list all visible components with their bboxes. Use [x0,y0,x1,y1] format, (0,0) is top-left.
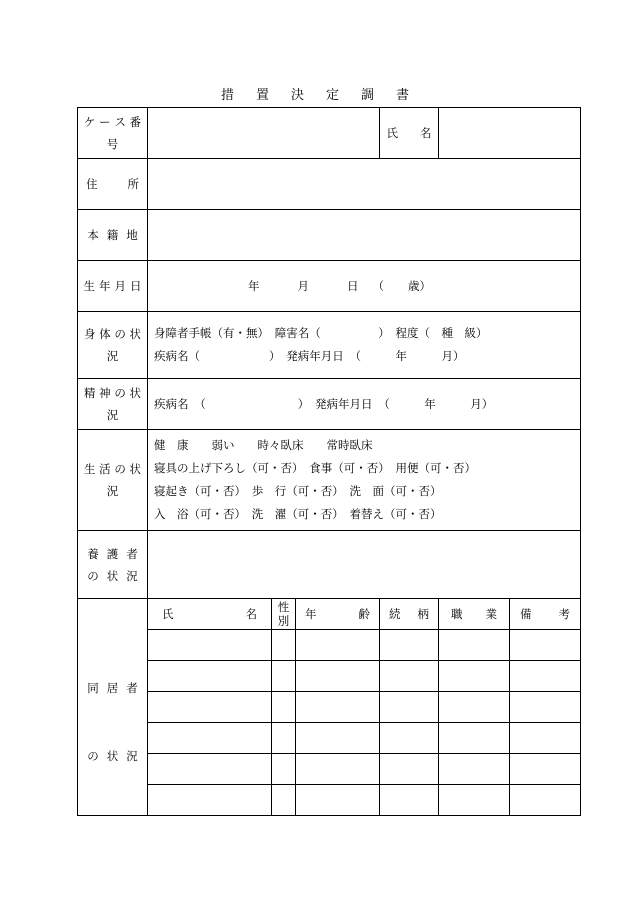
cell-name[interactable] [148,723,272,754]
cell-age[interactable] [296,661,380,692]
cell-remarks[interactable] [510,785,581,816]
row-caregiver [78,531,581,599]
header-age: 年 齢 [296,599,380,630]
cell-occupation[interactable] [439,692,510,723]
table-row [78,661,581,692]
table-row [78,692,581,723]
label-living: 生 活 の 状 況 [78,430,148,531]
document-title: 措 置 決 定 調 書 [220,88,410,103]
table-row [78,723,581,754]
cell-relation[interactable] [380,754,439,785]
cell-occupation[interactable] [439,785,510,816]
label-caregiver: 養 護 者 の 状 況 [78,531,148,599]
cell-age[interactable] [296,630,380,661]
cell-remarks[interactable] [510,754,581,785]
living-line-3: 寝起き（可・否） 歩 行（可・否） 洗 面（可・否） [154,484,442,498]
row-physical [78,312,581,379]
header-sex: 性 別 [272,599,296,630]
mental-field[interactable] [148,379,581,430]
cell-sex[interactable] [272,785,296,816]
row-case-number [78,108,581,159]
header-name: 氏 名 [148,599,272,630]
cell-remarks[interactable] [510,661,581,692]
name-field[interactable] [439,108,581,159]
cell-occupation[interactable] [439,630,510,661]
label-case-number: ケ ー ス 番 号 [78,108,148,159]
label-address: 住 所 [78,159,148,210]
label-name: 氏 名 [380,108,439,159]
living-line-2: 寝具の上げ下ろし（可・否） 食事（可・否） 用便（可・否） [154,461,476,475]
cell-sex[interactable] [272,692,296,723]
cell-name[interactable] [148,630,272,661]
cell-relation[interactable] [380,692,439,723]
row-domicile [78,210,581,261]
cell-age[interactable] [296,723,380,754]
living-line-4: 入 浴（可・否） 洗 濯（可・否） 着替え（可・否） [154,507,442,521]
cell-name[interactable] [148,754,272,785]
living-line-1: 健 康 弱い 時々臥床 常時臥床 [154,438,373,452]
birthdate-field[interactable]: 年 月 日 （ 歳） [148,261,581,312]
address-field[interactable] [148,159,581,210]
table-row [78,630,581,661]
row-address [78,159,581,210]
cell-name[interactable] [148,661,272,692]
row-mental [78,379,581,430]
cell-remarks[interactable] [510,630,581,661]
cell-relation[interactable] [380,661,439,692]
label-domicile: 本 籍 地 [78,210,148,261]
physical-field[interactable] [148,312,581,379]
mental-line: 疾病名 （ ） 発病年月日 （ 年 月） [154,396,494,411]
row-birthdate [78,261,581,312]
header-relation: 続 柄 [380,599,439,630]
living-field[interactable] [148,430,581,531]
cell-sex[interactable] [272,723,296,754]
table-row [78,754,581,785]
cell-name[interactable] [148,692,272,723]
table-row [78,785,581,816]
caregiver-field[interactable] [148,531,581,599]
cell-occupation[interactable] [439,723,510,754]
label-physical: 身 体 の 状 況 [78,312,148,379]
cohabitant-header-row [78,599,581,630]
cell-relation[interactable] [380,785,439,816]
cell-age[interactable] [296,692,380,723]
cell-age[interactable] [296,785,380,816]
physical-line-1: 身障者手帳（有・無） 障害名（ ） 程度（ 種 級） [154,326,488,340]
label-mental: 精 神 の 状 況 [78,379,148,430]
cell-relation[interactable] [380,723,439,754]
cell-occupation[interactable] [439,661,510,692]
label-birthdate: 生 年 月 日 [78,261,148,312]
cell-sex[interactable] [272,630,296,661]
physical-line-2: 疾病名（ ） 発病年月日 （ 年 月） [154,349,465,363]
cell-age[interactable] [296,754,380,785]
header-occupation: 職 業 [439,599,510,630]
cell-remarks[interactable] [510,692,581,723]
row-living [78,430,581,531]
cell-remarks[interactable] [510,723,581,754]
case-number-field[interactable] [148,108,380,159]
cell-sex[interactable] [272,661,296,692]
domicile-field[interactable] [148,210,581,261]
decision-form-table [77,107,581,816]
cell-sex[interactable] [272,754,296,785]
cell-name[interactable] [148,785,272,816]
header-remarks: 備 考 [510,599,581,630]
cell-relation[interactable] [380,630,439,661]
cell-occupation[interactable] [439,754,510,785]
label-cohabitant: 同 居 者 の 状 況 [78,599,148,816]
